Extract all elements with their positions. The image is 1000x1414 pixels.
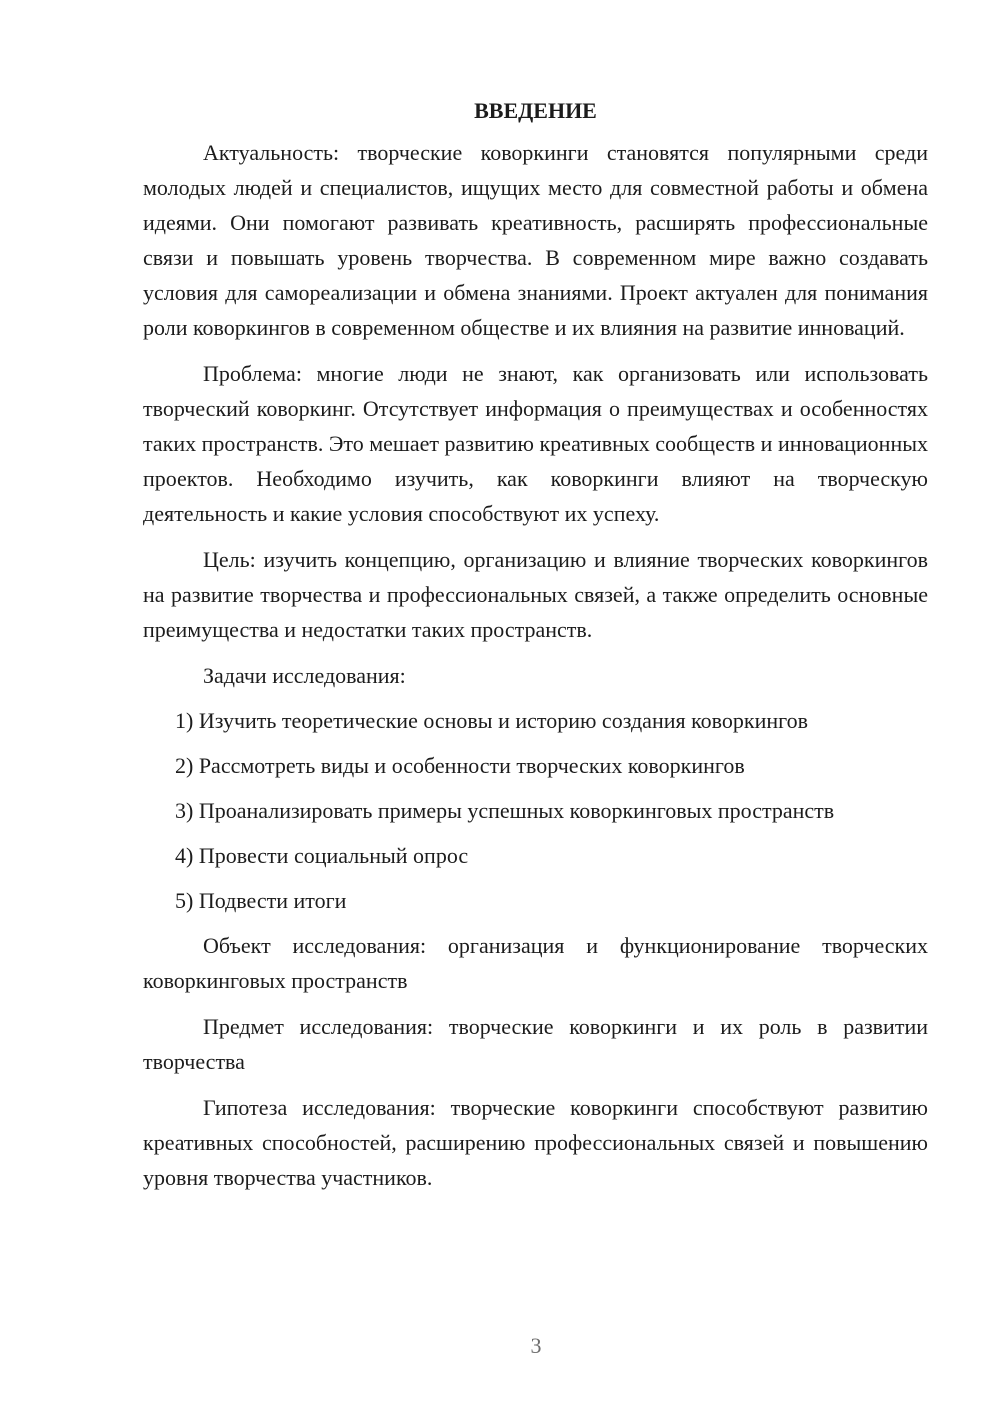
- hypothesis-paragraph: Гипотеза исследования: творческие коворкинги способствуют развитию креативных способностей, расширению профессиональных связей и повышению уровня творчества участников.: [143, 1095, 928, 1190]
- research-object-paragraph: Объект исследования: организация и функционирование творческих коворкинговых пространств: [143, 933, 928, 993]
- page-content: [143, 96, 928, 1206]
- task-item-2: 2) Рассмотреть виды и особенности творческих коворкингов: [175, 753, 745, 778]
- page-number: 3: [530, 1333, 542, 1358]
- task-item-5: 5) Подвести итоги: [175, 888, 347, 913]
- relevance-paragraph: Актуальность: творческие коворкинги становятся популярными среди молодых людей и специалистов, ищущих место для совместной работы и обмена идеями. Они помогают развивать креативность, расширять профессиональные связи и повышать уровень творчества. В современном мире важно создавать условия для самореализации и обмена знаниями. Проект актуален для понимания роли коворкингов в современном обществе и их влияния на развитие инноваций.: [143, 140, 928, 340]
- research-subject-paragraph: Предмет исследования: творческие коворкинги и их роль в развитии творчества: [143, 1014, 928, 1074]
- task-item-1: 1) Изучить теоретические основы и историю создания коворкингов: [175, 708, 809, 733]
- task-item-4: 4) Провести социальный опрос: [175, 843, 469, 868]
- page-title: ВВЕДЕНИЕ: [474, 98, 597, 123]
- tasks-heading: Задачи исследования:: [203, 663, 406, 688]
- task-item-3: 3) Проанализировать примеры успешных коворкинговых пространств: [175, 798, 835, 823]
- task-list: [143, 703, 928, 918]
- problem-paragraph: Проблема: многие люди не знают, как организовать или использовать творческий коворкинг. Отсутствует информация о преимуществах и особенностях таких пространств. Это мешает развитию креативных сообществ и инновационных проектов. Необходимо изучить, как коворкинги влияют на творческую деятельность и какие условия способствуют их успеху.: [143, 361, 928, 526]
- goal-paragraph: Цель: изучить концепцию, организацию и влияние творческих коворкингов на развитие творчества и профессиональных связей, а также определить основные преимущества и недостатки таких пространств.: [143, 547, 928, 642]
